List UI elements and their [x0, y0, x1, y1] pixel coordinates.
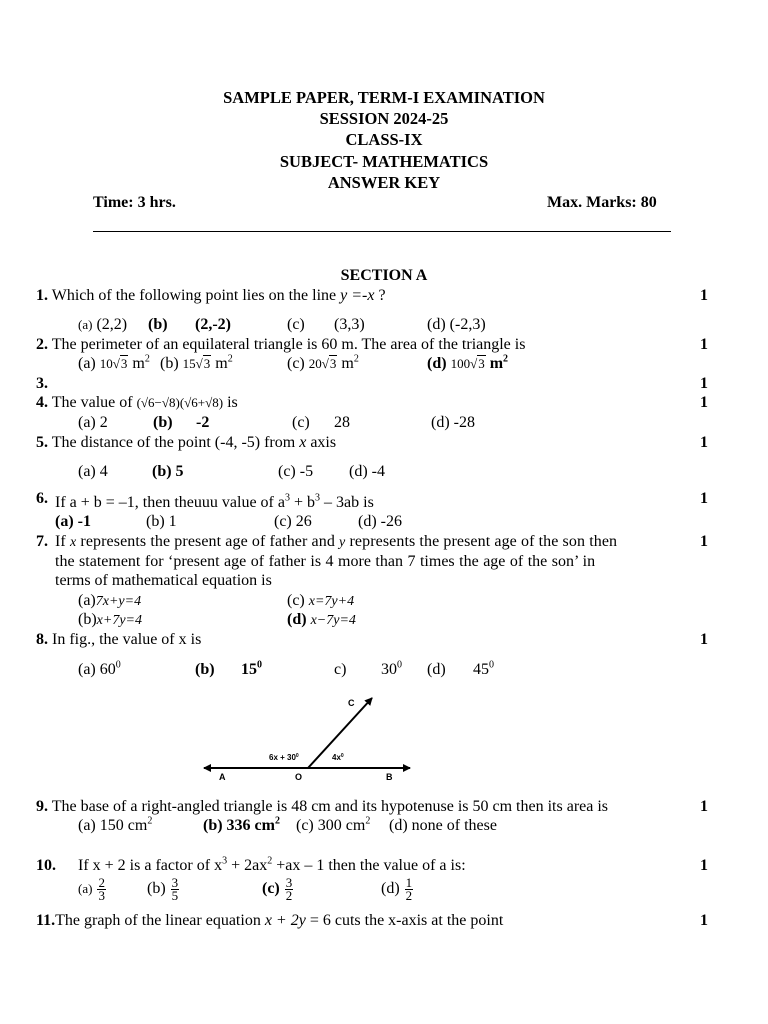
- q8-option-a: (a) $60^0$: [78, 659, 121, 678]
- q1-option-b: (2,-2): [195, 316, 231, 333]
- equation: y =-x: [340, 287, 375, 304]
- question-4-marks: 1: [700, 394, 708, 411]
- question-number: 2.: [36, 336, 48, 353]
- point-c-label: C: [348, 698, 355, 708]
- question-number: 8.: [36, 631, 48, 648]
- question-1-marks: 1: [700, 287, 708, 304]
- question-7-line-2: the statement for ‘present age of father is 4 more than 7 times the age of the son’ in: [55, 553, 596, 570]
- question-7-line-1: If x represents the present age of father and y represents the present age of the son then: [55, 533, 618, 550]
- question-text: The distance of the point (-4, -5) from: [51, 434, 300, 451]
- expression-2: (√6+√8): [179, 395, 224, 410]
- question-7-marks: 1: [700, 533, 708, 550]
- q4-option-a: (a) 2: [78, 414, 108, 431]
- q4-option-b-label: (b): [153, 414, 173, 431]
- q2-option-d: (d) 100√3 $m^2$: [427, 353, 509, 372]
- q7-option-c: (c) x=7y+4: [287, 592, 355, 609]
- variable: x: [299, 434, 307, 451]
- max-marks-label: Max. Marks: 80: [547, 194, 657, 211]
- q6-option-b: (b) 1: [146, 513, 177, 530]
- paper-title: SAMPLE PAPER, TERM-I EXAMINATION: [223, 88, 545, 107]
- question-number: 9.: [36, 798, 48, 815]
- subject-line: SUBJECT- MATHEMATICS: [279, 152, 489, 171]
- question-3-number: 3.: [36, 375, 48, 392]
- q2-option-b: (b) 15√3 $m^2$: [160, 353, 233, 372]
- question-8-marks: 1: [700, 631, 708, 648]
- question-6-text: If a + b = –1, then theuuu value of $a^3 + b^3 - 3ab$ is: [55, 492, 374, 511]
- q9-option-d: (d) none of these: [389, 817, 497, 834]
- question-9-marks: 1: [700, 798, 708, 815]
- question-text: The perimeter of an equilateral triangle is 60 m. The area of the triangle is: [51, 336, 526, 353]
- question-5: [36, 434, 336, 452]
- q4-option-c-label: (c): [292, 414, 310, 431]
- q4-option-c: 28: [334, 414, 350, 431]
- question-number: 11.: [36, 912, 56, 929]
- question-6-number: 6.: [36, 490, 48, 507]
- question-text: The value of: [51, 394, 137, 411]
- q7-option-d: (d) x−7y=4: [287, 611, 356, 628]
- angle-cob-label: $4x^0$: [332, 753, 344, 762]
- q10-option-a: (a) $\frac{2}{3}$: [78, 875, 105, 903]
- question-number: 4.: [36, 394, 48, 411]
- q8-option-b: $15^0$: [241, 659, 262, 678]
- q1-option-d: (d) (-2,3): [427, 316, 486, 333]
- q9-option-b: (b) 336 $cm^2$: [203, 815, 280, 834]
- q2-option-c: (c) 20√3 $m^2$: [287, 353, 359, 372]
- q10-option-d: (d) $\frac{1}{2}$: [381, 875, 413, 903]
- angle-figure: [190, 690, 430, 790]
- q8-option-d-label: (d): [427, 661, 446, 678]
- q6-option-d: (d) -26: [358, 513, 402, 530]
- class-line: CLASS-IX: [345, 130, 423, 149]
- q5-option-c: (c) -5: [278, 463, 314, 480]
- question-text-end: = 6 cuts the x-axis at the point: [305, 912, 504, 929]
- question-7-number: 7.: [36, 533, 48, 550]
- question-text: The base of a right-angled triangle is 48 cm and its hypotenuse is 50 cm then its area is: [51, 798, 609, 815]
- question-4: [36, 394, 238, 412]
- q1-option-c: (3,3): [334, 316, 365, 333]
- point-b-label: B: [386, 772, 393, 782]
- question-10-number: 10.: [36, 857, 56, 874]
- q6-option-c: (c) 26: [274, 513, 312, 530]
- answer-key-line: ANSWER KEY: [327, 173, 441, 192]
- q6-option-a: (a) -1: [55, 513, 91, 530]
- time-label: Time: 3 hrs.: [93, 194, 176, 211]
- point-o-label: O: [295, 772, 303, 782]
- question-text-end: axis: [306, 434, 337, 451]
- q5-option-a: (a) 4: [78, 463, 108, 480]
- q1-option-a: (a) (2,2): [78, 316, 128, 333]
- question-text-end: ?: [374, 287, 386, 304]
- session-line: SESSION 2024-25: [319, 109, 449, 128]
- q1-option-b-label: (b): [148, 316, 168, 333]
- question-text: The graph of the linear equation: [55, 912, 265, 929]
- q4-option-b: -2: [196, 414, 210, 431]
- question-7-line-3: terms of mathematical equation is: [55, 572, 272, 589]
- point-a-label: A: [219, 772, 226, 782]
- question-number: 5.: [36, 434, 48, 451]
- question-8: [36, 631, 201, 649]
- question-11-marks: 1: [700, 912, 708, 929]
- section-title: SECTION A: [340, 267, 428, 284]
- question-9: [36, 798, 608, 816]
- q4-option-d: (d) -28: [431, 414, 475, 431]
- q8-option-c: $30^0$: [381, 659, 402, 678]
- question-11: [36, 912, 503, 930]
- equation: x + 2y: [264, 912, 306, 929]
- q10-option-b: (b) $\frac{3}{5}$: [147, 875, 179, 903]
- q5-option-d: (d) -4: [349, 463, 385, 480]
- expression-1: (√6−√8): [136, 395, 180, 410]
- question-5-marks: 1: [700, 434, 708, 451]
- question-6-marks: 1: [700, 490, 708, 507]
- question-text-end: is: [223, 394, 238, 411]
- q8-option-d: $45^0$: [473, 659, 494, 678]
- q2-option-a: (a) 10√3 $m^2$: [78, 353, 150, 372]
- question-10-marks: 1: [700, 857, 708, 874]
- q9-option-a: (a) 150 $cm^2$: [78, 815, 153, 834]
- question-text: In fig., the value of x is: [52, 631, 202, 648]
- question-1: [36, 287, 386, 305]
- question-text: Which of the following point lies on the line: [51, 287, 341, 304]
- question-number: 1.: [36, 287, 48, 304]
- q7-option-b: (b)x+7y=4: [78, 611, 142, 628]
- question-10-text: If x + 2 is a factor of $x^3 + 2ax^2 +ax - 1$ then the value of a is:: [78, 855, 466, 874]
- q8-option-c-label: c): [334, 661, 347, 678]
- question-3-marks: 1: [700, 375, 708, 392]
- header-divider: [93, 231, 671, 232]
- q8-option-b-label: (b): [195, 661, 215, 678]
- angle-aoc-label: $6x + 30^0$: [269, 753, 299, 762]
- q9-option-c: (c) 300 $cm^2$: [296, 815, 371, 834]
- question-2: [36, 336, 525, 354]
- q5-option-b: (b) 5: [152, 463, 184, 480]
- question-2-marks: 1: [700, 336, 708, 353]
- q1-option-c-label: (c): [287, 316, 305, 333]
- q10-option-c: (c) $\frac{3}{2}$: [262, 875, 293, 903]
- q7-option-a: (a)7x+y=4: [78, 592, 142, 609]
